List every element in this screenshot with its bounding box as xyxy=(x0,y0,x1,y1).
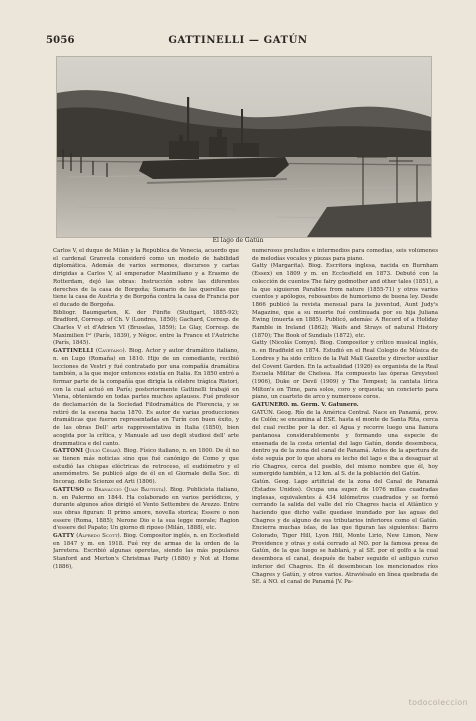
watermark: todocoleccion xyxy=(408,698,468,707)
figure-caption: El lago de Gatún xyxy=(212,237,264,244)
entry-gattuso: GATTUSO di Branaccio (Juan Bautista). Biog. Publicista italiano, n. en Palermo en 1844. Ha colaborado en varios periódicos, y durante algunos años dirigió el Vento Settembre de Arezzo. Entre sus obras figuran: Il primo amore, novella storica; Essere o non essere (Roma, 1885); Nerone Dio e la sua legge morale; Ragion d'essere del Papato; Un giorno di riposo (Milán, 1888), etc. xyxy=(53,486,239,532)
right-column xyxy=(252,248,438,710)
running-title: GATTINELLI — GATÚN xyxy=(168,35,308,46)
left-column xyxy=(53,248,239,710)
paragraph-gatty-continued: numerosos preludios e intermedios para comedias, seis volúmenes de melodías vocales y piezas para piano. xyxy=(252,248,438,262)
entry-gatty-nicolas: Gatty (Nicolás Comyn). Biog. Compositor y crítico musical inglés, n. en Bradfield en 1874. Estudió en el Real Colegio de Música de Londres y ha sido crítico de la Pall Mall Gazette y director auxiliar del Covent Garden. En la actualidad (1926) es organista de la Real Escuela Militar de Chelsea. Ha compuesto las óperas Greysteel (1906), Duke or Devil (1909) y The Tempest; la cantata lírica Milton's on Time, para solos, coro y orquesta; un concierto para piano, un cuarteto de arco y numerosos coros. xyxy=(252,340,438,401)
entry-gattinelli: GATTINELLI (Cayetano). Biog. Actor y autor dramático italiano, n. en Lugo (Romaña) en 1810. Hijo de un comediante, recibió lecciones de Vestri y fué contratado por una compañía dramática también, a la que mejor entonces existía en Italia. En 1850 entró a formar parte de la compañía que dirigía la célebre trágica Ristori, con la cual actuó en París; posteriormente Gattinelli trabajó en Viena, obteniendo en todas partes muchos aplausos. Fué profesor de declamación de la Sociedad Filodramática de Florencia, y se retiró de la escena hacia 1870. Es autor de varias producciones dramáticas que fueron representadas en Turín con buen éxito, y de las obras Dell' arte rappresentativa in Italia (1850), bien acogida por la crítica, y Manuale ad uso degli studiosi dell' arte drammatica e del canto. xyxy=(53,348,239,447)
entry-gattoni: GATTONI (Julio César). Biog. Físico italiano, n. en 1800. De él no se tienen más noticias sino que fué canónigo de Como y que estudió las chispas eléctricas de retroceso, el eudiómetro y el anemómetro. Se publicó algo de él en el Giornale della Soc. di Incorag. delle Scienze ed Arti (1806). xyxy=(53,448,239,486)
entry-gatty-margarita: Gatty (Margarita). Biog. Escritora inglesa, nacida en Burnham (Essex) en 1809 y m. en Ecclesfield en 1873. Debutó con la colección de cuentos The fairy godmother and other tales (1851), a la que siguieron Parables from nature (1855-71) y otros varios cuentos y apólogos, rebosantes de humorismo de buena ley. Desde 1866 publicó la revista mensual para la juventud, Aunt Judy's Magazine, que a su muerte fué continuada por su hija Juliana Ewing (muerta en 1885). Publicó, además: A Record of a Holiday Ramble in Ireland (1862); Waifs and Strays of natural History (1870); The Book of Sundials (1872), etc. xyxy=(252,263,438,339)
entry-gatun-river: GATÚN. Geog. Río de la América Central. Nace en Panamá, prov. de Colón; se encamina al ESE. hasta el monte de Santa Rita, cerca del cual recibe por la der. el Agua y recorre luego una llanura pantanosa considerablemente y formando una especie de ensenada de la costa oriental del lago Gatún, donde desemboca, dentro ya de la zona del canal de Panamá. Antes de la apertura de éste seguía por lo que ahora es lecho del lago e iba a desaguar al río Chagres, cerca del pueblo, del mismo nombre que él, hoy sumergido también, a 12 km. al S. de la población del Gatún. xyxy=(252,409,438,478)
entry-gatty-alfredo: GATTY (Alfredo Scott). Biog. Compositor inglés, n. en Ecclesfield en 1847 y m. en 1918. Fué rey de armas de la orden de la Jarretera. Escribió algunas operetas, siendo las más populares Stanford and Merton's Christmas Party (1880) y Not at Home (1886), xyxy=(53,533,239,570)
entry-gatunero: GATUNERO. m. Germ. V. Gatunero. xyxy=(252,402,359,409)
article-columns xyxy=(53,248,438,710)
lake-photo xyxy=(56,56,432,238)
paragraph-carlos-v: Carlos V, el duque de Milán y la República de Venecia, acuerdo que el cardenal Granvela consideró como un modelo de habilidad diplomática. Además de varios sermones, discursos y cartas dirigidas a Carlos V, al emperador Maximiliano y a Erasmo de Rotterdam, dejó las obras: Instrucción sobre las diferentes derechos de la casa de Borgoña; Sumario de las querellas que tiene la casa de Austria y de Borgoña contra la casa de Francia por el ducado de Borgoña. xyxy=(53,248,239,308)
entry-gatun-lake: Gatún. Geog. Lago artificial de la zona del Canal de Panamá (Estados Unidos). Ocupa una super. de 1076 millas cuadradas inglesas, equivalentes á 434 kilómetros cuadrados y se formó cerrando la salida del valle del río Chagres hacia el Atlántico y haciendo que dicho valle quedase inundado por las aguas del Chagres y de alguno de sus tributarios inferiores como el Gatún. Encierra muchas islas, de las que figuran las siguientes: Barro Colorado, Tiger Hill, Lyon Hill, Monte Lirio, New Limon, New Providence y otras y está cerrado al NO. por la famosa presa de Gatún, de la que luego se hablará, y al SE. por el golfo a la cual desemboca el canal, después de haber seguido el antiguo curso inferior del Chagres. En él desembocan los mencionados ríos Chagres y Gatún, y otros varios. Atraviésalo en línea quebrada de SE. á NO. el canal de Panamá [V. Pa- xyxy=(252,479,438,586)
page-number: 5056 xyxy=(46,35,75,46)
paragraph-bibliography: Bibliogr. Baumgarten, K. der Fünfte (Stuttgart, 1885-92); Bradford, Corresp. of Ch. V (Londres, 1850); Gachard, Corresp. de Charles V et d'Adrien VI (Bruselas, 1859); Le Glay, Corresp. de Maximilien Iᵉʳ (París, 1839), y Négoc. entre la France et l'Autriche (París, 1845). xyxy=(53,309,239,347)
